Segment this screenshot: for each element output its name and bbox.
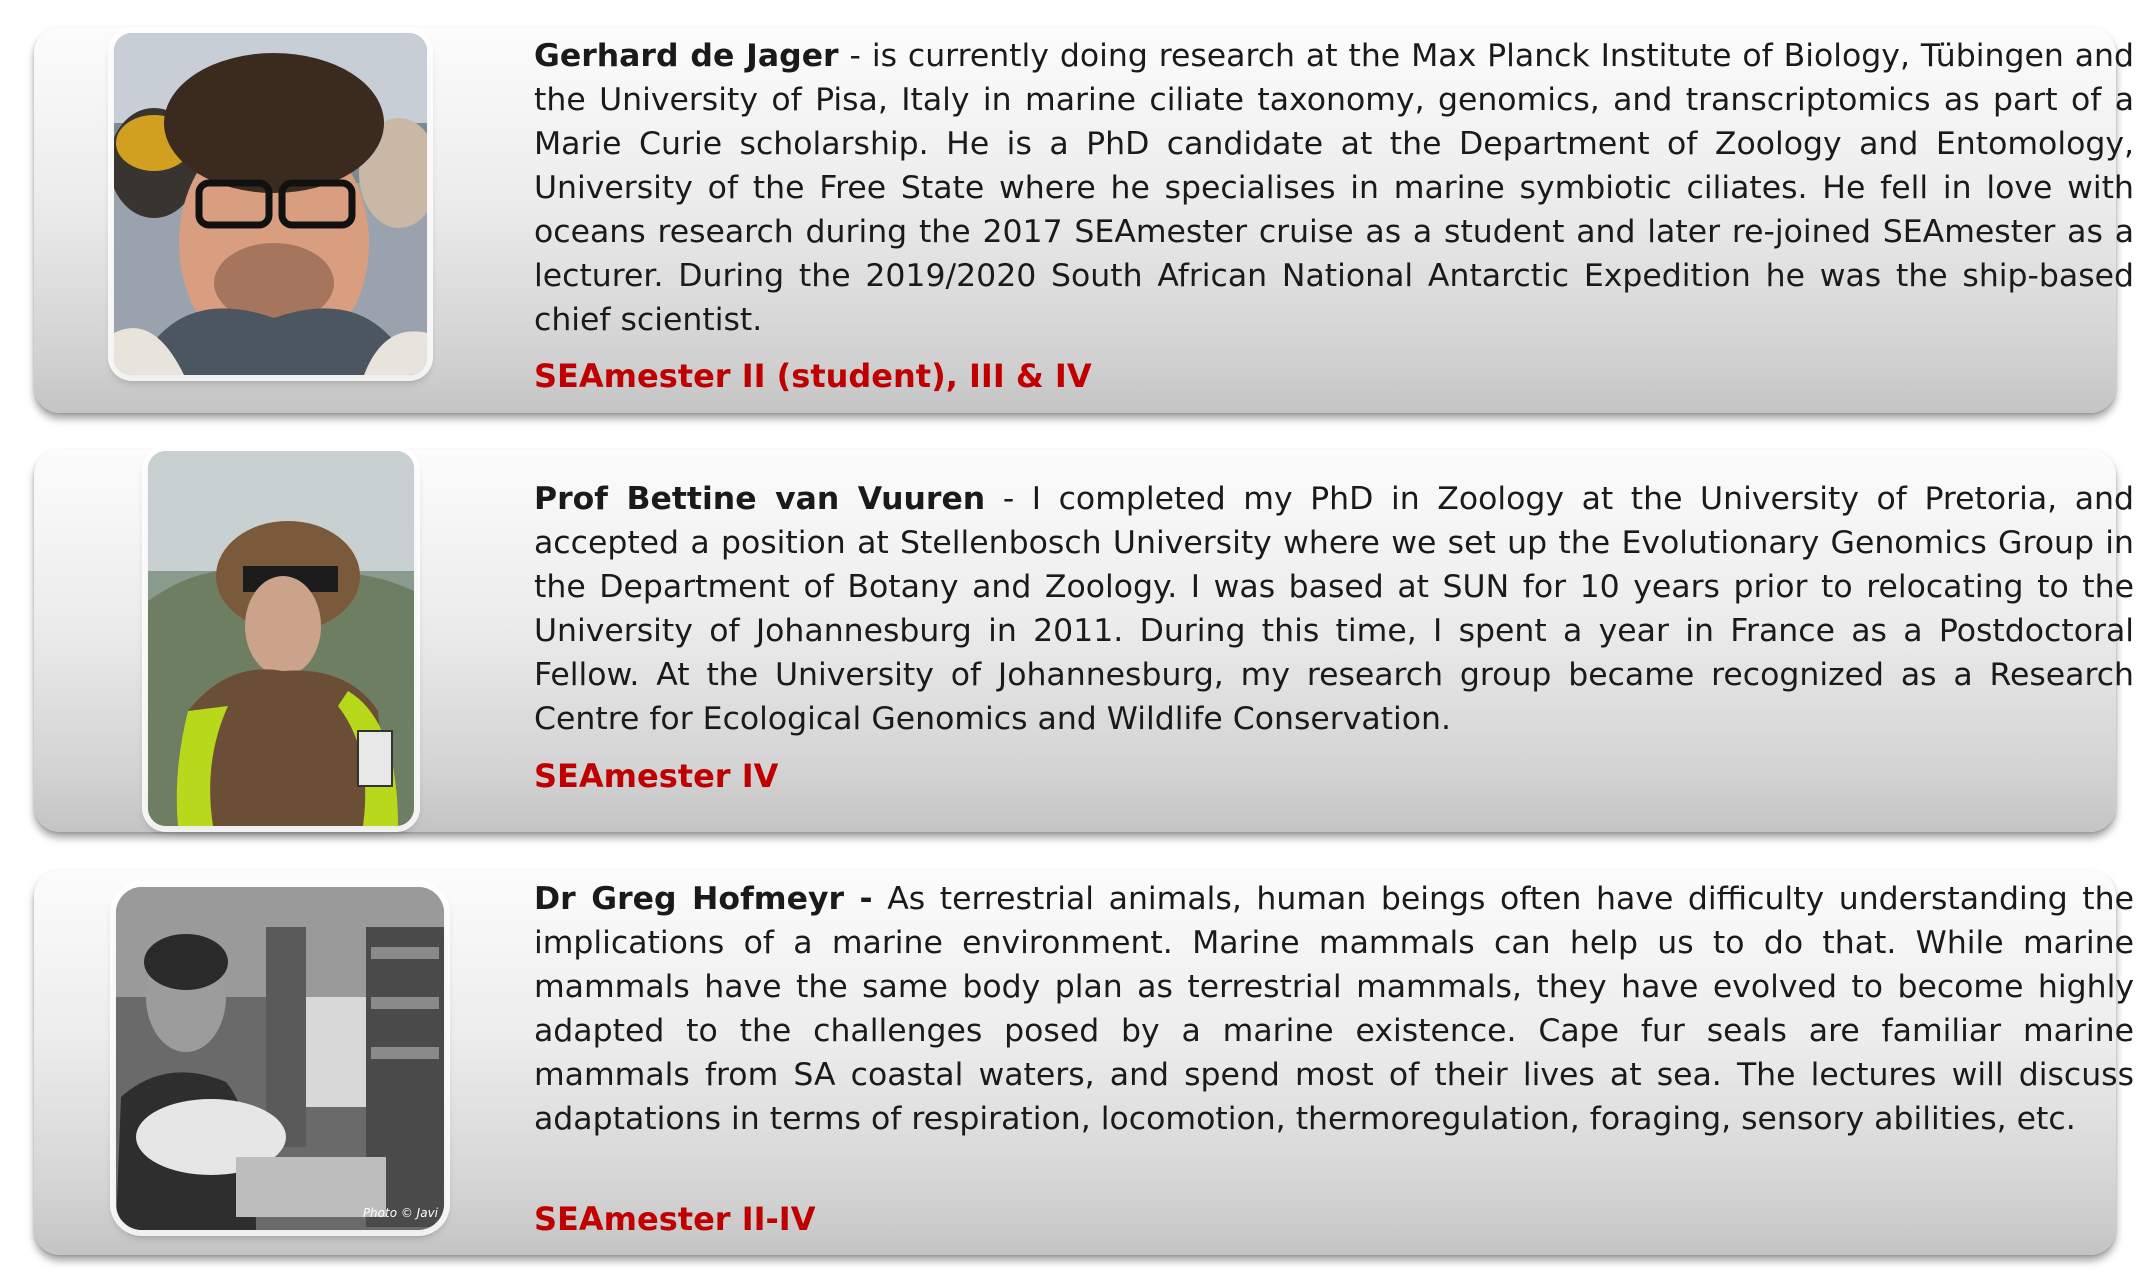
seamester-tag: SEAmester II-IV [534,1200,816,1238]
profile-card-greg [34,870,2135,1255]
profile-name: Dr Greg Hofmeyr - [534,881,873,917]
seamester-tag: SEAmester IV [534,757,779,795]
profile-name: Gerhard de Jager [534,38,839,74]
profile-card-gerhard [34,27,2134,413]
seamester-tag: SEAmester II (student), III & IV [534,357,1092,395]
photo-credit: Photo © Javi [362,1206,438,1220]
bio-text-bettine: Prof Bettine van Vuuren - I completed my PhD in Zoology at the University of Pretoria, and accepted a position at Stellenbosch University where we set up the Evolutionary Genomics Group in the Department of Botany and Zoology. I was based at SUN for 10 years prior to relocating to the University of Johannesburg in 2011. During this time, I spent a year in France as a Postdoctoral Fellow. At the University of Johannesburg, my research group became recognized as a Research Centre for Ecological Genomics and Wildlife Conservation. [534,481,2134,737]
profile-card-bettine [34,449,2134,832]
profile-photo-greg [116,887,444,1230]
bio-text-greg: Dr Greg Hofmeyr - As terrestrial animals, human beings often have difficulty understanding the implications of a marine environment. Marine mammals can help us to do that. While marine mammals have the same body plan as terrestrial mammals, they have evolved to become highly adapted to the challenges posed by a marine existence. Cape fur seals are familiar marine mammals from SA coastal waters, and spend most of their lives at sea. The lectures will discuss adaptations in terms of respiration, locomotion, thermoregulation, foraging, sensory abilities, etc. [534,881,2135,1137]
profile-name: Prof Bettine van Vuuren [534,481,986,517]
profile-photo-bettine [148,451,414,826]
bio-text-gerhard: Gerhard de Jager - is currently doing research at the Max Planck Institute of Biology, Tübingen and the University of Pisa, Italy in marine ciliate taxonomy, genomics, and transcriptomics as part of a Marie Curie scholarship. He is a PhD candidate at the Department of Zoology and Entomology, University of the Free State where he specialises in marine symbiotic ciliates. He fell in love with oceans research during the 2017 SEAmester cruise as a student and later re-joined SEAmester as a lecturer. During the 2019/2020 South African National Antarctic Expedition he was the ship-based chief scientist. [534,38,2134,338]
profile-photo-gerhard [114,33,427,375]
